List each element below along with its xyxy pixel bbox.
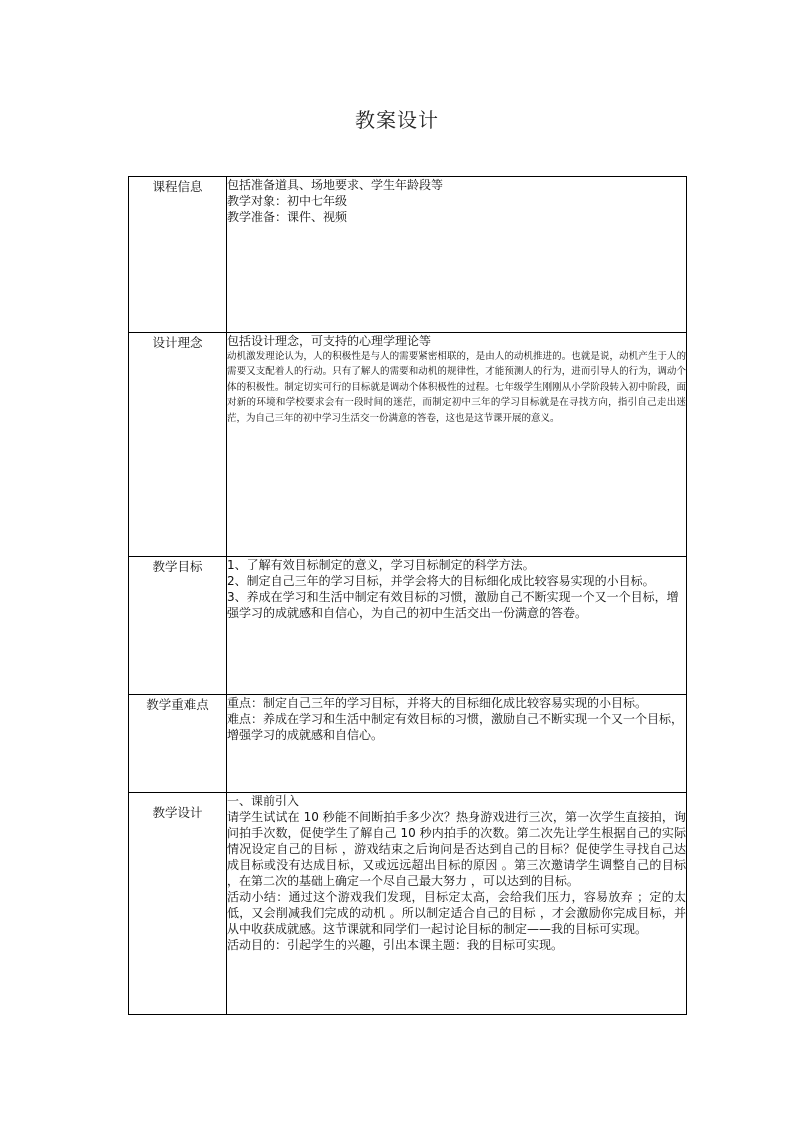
table-row — [129, 177, 687, 333]
row-label-course-info: 课程信息 — [129, 177, 227, 333]
design-concept-hint: 包括设计理念，可支持的心理学理论等 — [227, 334, 432, 348]
course-info-cell — [227, 177, 687, 333]
table-row — [129, 793, 687, 1015]
course-info-hint: 包括准备道具、场地要求、学生年龄段等 — [227, 178, 444, 192]
activity-description: 请学生试试在 10 秒能不间断拍手多少次？热身游戏进行三次，第一次学生直接拍，询问拍手次数，促使学生了解自己 10 秒内拍手的次数。第二次先让学生根据自己的实际情况设定自己的目标 ，游戏结束之后询问是否达到自己的目标？促使学生寻找自己达成目标或没有达成目标，又或远远超出目标的原因 。第三次邀请学生调整自己的目标 ，在第二次的基础上确定一个尽自己最大努力 ，可以达到的目标。 — [227, 810, 686, 888]
row-label-key-points: 教学重难点 — [129, 695, 227, 793]
document-title: 教案设计 — [355, 108, 439, 132]
difficult-point-text: 难点：养成在学习和生活中制定有效目标的习惯，激励自己不断实现一个又一个目标，增强学习的成就感和自信心。 — [227, 712, 684, 742]
teaching-target-text: 教学对象：初中七年级 — [227, 194, 348, 208]
objective-item: 3、养成在学习和生活中制定有效目标的习惯，激励自己不断实现一个又一个目标，增强学习的成就感和自信心，为自己的初中生活交出一份满意的答卷。 — [227, 590, 679, 620]
section-heading: 一、课前引入 — [227, 794, 300, 808]
objective-item: 2、制定自己三年的学习目标，并学会将大的目标细化成比较容易实现的小目标。 — [227, 574, 655, 588]
teaching-preparation-text: 教学准备：课件、视频 — [227, 210, 348, 224]
table-row — [129, 333, 687, 557]
table-row — [129, 557, 687, 695]
key-point-text: 重点：制定自己三年的学习目标，并将大的目标细化成比较容易实现的小目标。 — [227, 696, 648, 710]
teaching-design-cell — [227, 793, 687, 1015]
objective-item: 1、了解有效目标制定的意义，学习目标制定的科学方法。 — [227, 558, 535, 572]
key-points-cell — [227, 695, 687, 793]
activity-summary: 活动小结：通过这个游戏我们发现，目标定太高，会给我们压力，容易放弃 ；定的太低，又会削减我们完成的动机 。所以制定适合自己的目标 ，才会激励你完成目标，并从中收获成就感。这节课就和同学们一起讨论目标的制定——我的目标可实现。 — [227, 890, 686, 936]
design-concept-cell — [227, 333, 687, 557]
activity-purpose: 活动目的：引起学生的兴趣，引出本课主题：我的目标可实现。 — [227, 938, 564, 952]
teaching-objectives-cell — [227, 557, 687, 695]
design-concept-paragraph: 动机激发理论认为，人的积极性是与人的需要紧密相联的，是由人的动机推进的。也就是说，动机产生于人的需要又支配着人的行动。只有了解人的需要和动机的规律性，才能预测人的行为，进而引导人的行为，调动个体的积极性。制定切实可行的目标就是调动个体积极性的过程。七年级学生刚刚从小学阶段转入初中阶段，面对新的环境和学校要求会有一段时间的迷茫，而制定初中三年的学习目标就是在寻找方向，指引自己走出迷茫，为自己三年的初中学习生活交一份满意的答卷，这也是这节课开展的意义。 — [227, 351, 686, 424]
table-row — [129, 695, 687, 793]
row-label-teaching-design: 教学设计 — [129, 793, 227, 1015]
row-label-design-concept: 设计理念 — [129, 333, 227, 557]
lesson-plan-table — [128, 176, 687, 1015]
row-label-teaching-objectives: 教学目标 — [129, 557, 227, 695]
